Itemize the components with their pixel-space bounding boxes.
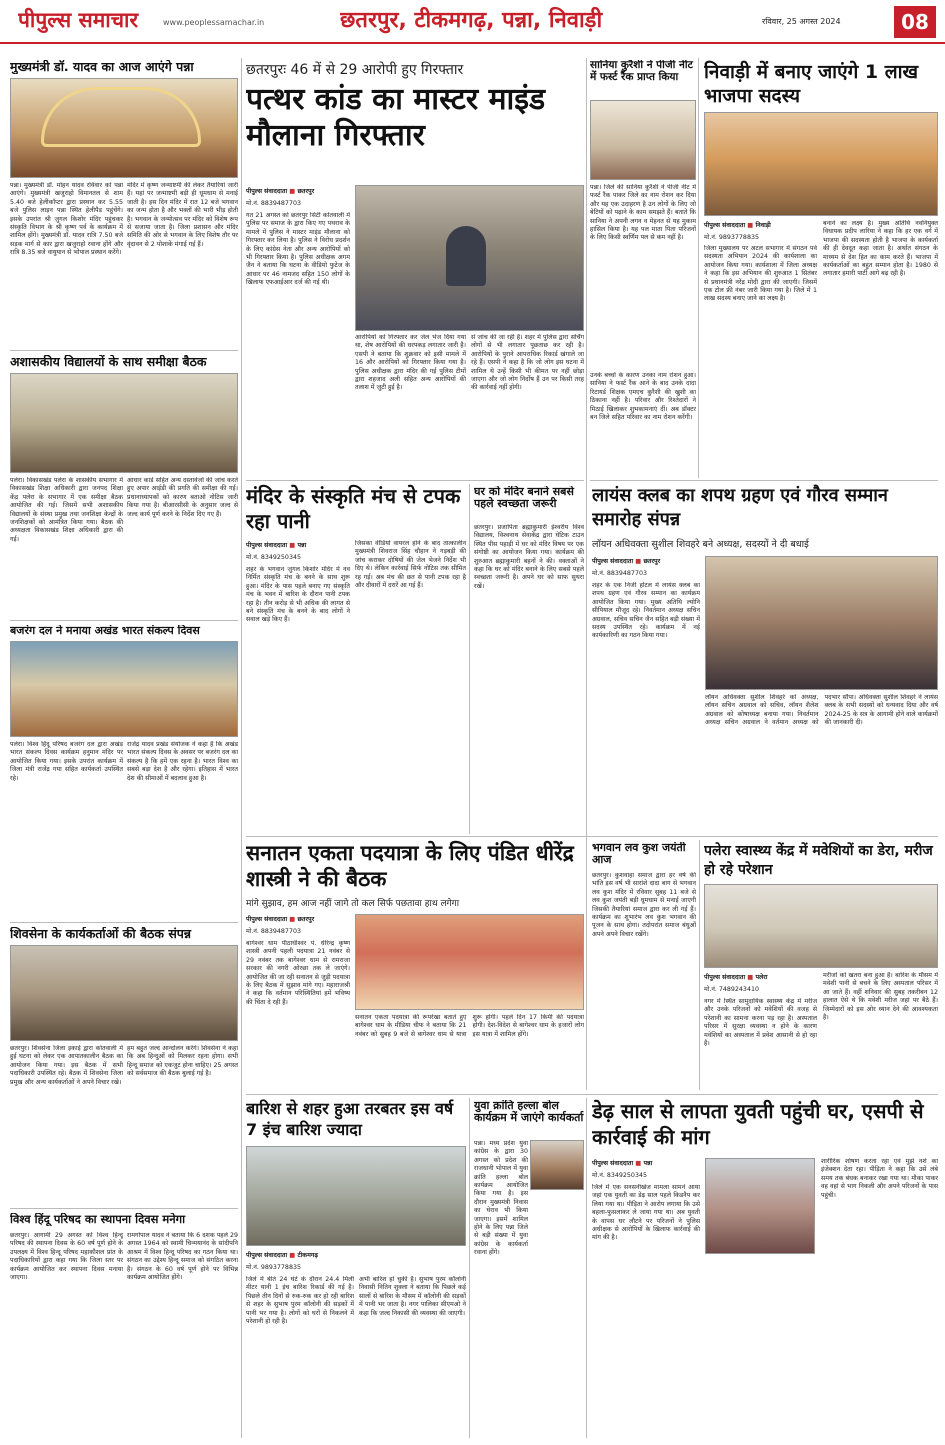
- mandir-manch-byline: पीपुल्स संवाददाता ■ पन्ना: [246, 542, 307, 549]
- mandir-manch-headline: मंदिर के संस्कृति मंच से टपक रहा पानी: [246, 484, 461, 533]
- barish-headline: बारिश से शहर हुआ तरबतर इस वर्ष 7 इंच बारिश ज्यादा: [246, 1099, 454, 1139]
- lapta-yuvati-byline: पीपुल्स संवाददाता ■ पन्ना: [592, 1160, 653, 1167]
- mandir-manch-mobile: मो.नं. 8349250345: [246, 554, 301, 561]
- lapta-yuvati-body: जिले में एक सनसनीखेज मामला सामने आया जहां एक युवती का डेढ़ साल पहले किडनैप कर लिया गया था। पीड़िता ने आरोप लगाया कि उसे बहला-फुसलाकर ले जाया गया था। अब युवती के वापस घर लौटने पर परिजनों ने पुलिस अधीक्षक से आरोपियों के खिलाफ कार्रवाई की मांग की है।: [592, 1184, 700, 1242]
- rule: [246, 480, 584, 481]
- lapta-yuvati-body-2: शारीरिक शोषण करता रहा एवं मुझे नशे का इंजेक्शन देता रहा। पीड़िता ने कहा कि उसे लंबे समय तक बंधक बनाकर रखा गया था। मौका पाकर वह वहां से भाग निकली और अपने परिजनों के पास पहुंची।: [821, 1158, 938, 1199]
- lions-club-headline: लायंस क्लब का शपथ ग्रहण एवं गौरव सम्मान समारोह संपन्न: [592, 485, 888, 530]
- shivsena-headline: शिवसेना के कार्यकर्ताओं की बैठक संपन्न: [10, 927, 192, 941]
- palera-health-byline: पीपुल्स संवाददाता ■ पलेरा: [704, 974, 768, 981]
- barish-body: जिले में बीते 24 घंटे के दौरान 24.4 मिली मीटर यानी 1 इंच बारिश रिकार्ड की गई है। पिछले तीन दिनों से रुक-रुक कर हो रही बारिश से शहर के सुभाष पुरम कॉलोनी की सड़कों में पानी भर गया है। लोगों को घरों से निकलने में परेशानी हो रही है।: [246, 1276, 354, 1326]
- lions-club-byline: पीपुल्स संवाददाता ■ छतरपुर: [592, 558, 661, 565]
- rule: [246, 1094, 938, 1095]
- pathar-kand-mobile: मो.नं. 8839487703: [246, 200, 301, 207]
- masthead: [0, 0, 945, 44]
- sania-body: पन्ना। जिले की सानिया कुरैशी ने पीजी नीट में फर्स्ट रैंक पाकर जिले का नाम रोशन कर दिया और यह एक उदाहरण है उन लोगों के लिए जो बेटियों को पढ़ाने के काम समझते हैं। बताते कि सानिया ने अपनी लगन व मेहनत से यह मुकाम हासिल किया है। यह पल माता पिता परिजनों के लिए किसी स्वर्णिम पल से कम नहीं है।: [590, 184, 696, 242]
- bajrang-dal-headline: बजरंग दल ने मनाया अखंड भारत संकल्प दिवस: [10, 625, 200, 637]
- mandir-manch-body: शहर के भगवान जुगल किशोर मंदिर में नव निर्मित संस्कृति मंच के बनने के साथ शुरू हुआ। मंदिर के पास पहले बनाए गए संस्कृति मंच के भवन में बारिश के दौरान पानी टपक रहा है। तीन करोड़ से भी अधिक की लागत से बने संस्कृति मंच के बनने के बाद लोगों ने सवाल खड़े किए हैं।: [246, 566, 350, 624]
- vhp-day-headline: विश्व हिंदू परिषद का स्थापना दिवस मनेगा: [10, 1213, 186, 1226]
- sanatan-byline: पीपुल्स संवाददाता ■ छतरपुर: [246, 916, 315, 923]
- sania-body-2: उनके बच्चों के कारण उनका नाम रोशन हुआ। सानिया ने फर्स्ट रैंक आने के बाद उनके दादा रिटायर्ड शिक्षक एमएच कुरैशी की खुशी का ठिकाना नहीं है। परिवार और रिश्तेदारों ने मिठाई खिलाकर शुभकामनाएं दीं। अब डॉक्टर बन जिले सहित परिवार का नाम रोशन करेंगी।: [590, 372, 696, 422]
- pathar-kand-body-2: आरोपियों को गिरफ्तार कर जेल भेज दिया गया था, शेष आरोपियों की धरपकड़ लगातार जारी है। एसपी ने बताया कि शुक्रवार को इसी मामले में 16 और आरोपियों को गिरफ्तार किया गया है। पुलिस अधीक्षक द्वारा मंदिर की गई पुलिस टीमों द्वारा शहजाद अली सहित अन्य आरोपियों की तलाश में जुटी हुई है।: [355, 334, 466, 392]
- pathar-kand-photo: [355, 185, 584, 331]
- rule: [469, 1098, 470, 1438]
- cm-visit-photo: [10, 78, 238, 178]
- rule: [698, 58, 699, 478]
- niwari-bjp-byline: पीपुल्स संवाददाता ■ निवाड़ी: [704, 222, 771, 229]
- kush-jayanti-body: छतरपुर। कुशवाहा समाज द्वारा हर वर्ष की भांति इस वर्ष भी सारांशे दादा बाग से भगवान लव कुश मंदिर में रविवार सुबह 11 बजे से लव कुश जयंती बड़ी धूमधाम से मनाई जाएगी जिसकी तैयारियां समाज द्वारा कर ली गई हैं। कार्यक्रम का शुभारंभ लव कुश भगवान की पूजन के साथ होगा। तदोपरांत समाज बंधुओं अपने अपने विचार रखेंगे।: [592, 872, 696, 938]
- sanatan-mobile: मो.नं. 8839487703: [246, 928, 301, 935]
- school-review-body: पलेरा। विकासखंड पलेरा के शासकीय सभागार में विकासखंड शिक्षा अधिकारी द्वारा जनपद शिक्षा केंद्र पलेरा के सभागार में एक समीक्षा बैठक आयोजित की गई। जिसमें सभी अशासकीय विद्यालयों के संस्था प्रमुख तथा जनशिक्षा केन्द्रों के जनशिक्षकों को आमंत्रित किया गया। बैठक की अध्यक्षता विकासखंड शिक्षा अधिकारी द्वारा की गई।: [10, 477, 123, 543]
- shivsena-photo: [10, 945, 238, 1041]
- palera-health-body-2: मरीजों को खतरा बना हुआ है। बारिश के मौसम में मवेशी पानी से बचने के लिए अस्पताल परिसर में आ जाते हैं। वहीं शनिवार की सुबह तकरीबन 12 हालात ऐसे थे कि मवेशी मरीज जहां पर बैठे हैं। जिम्मेदारों को इस ओर ध्यान देने की आवश्यकता है।: [823, 972, 938, 1022]
- yuva-kranti-photo: [530, 1140, 584, 1190]
- barish-mobile: मो.नं. 9893778835: [246, 1264, 301, 1271]
- page-number: 08: [894, 6, 936, 38]
- pathar-kand-kicker: छतरपुरः 46 में से 29 आरोपी हुए गिरफ्तार: [246, 62, 464, 78]
- rule: [10, 1208, 238, 1209]
- bajrang-dal-photo: [10, 641, 238, 737]
- barish-byline: पीपुल्स संवाददाता ■ टीकमगढ़: [246, 1252, 318, 1259]
- lapta-yuvati-mobile: मो.नं. 8349250345: [592, 1172, 647, 1179]
- cm-visit-body-2: मंदिर में कृष्ण जन्माष्टमी की लेकर तैयारियां जारी हैं। यहां पर जन्माष्टमी बड़ी ही धूमधाम से मनाई जाती है। इस दिन मंदिर में रात 12 बजे भगवान का जन्म होता है और भक्तों की भारी भीड़ होती है। भगवान के जन्मोत्सव पर मंदिर को विशेष रूप से सजाया जाता है। जिला प्रशासन और मंदिर समिति की ओर से भगवान के लिए विशेष तौर पर वृंदावन से 2 पोशाकें मंगाई गई हैं।: [127, 182, 238, 248]
- vhp-day-body: छतरपुर। आगामी 29 अगस्त को विश्व हिन्दू परिषद की स्थापना दिवस के 60 वर्ष पूर्ण होने के उपलक्ष्य में विश्व हिन्दू परिषद महाकौशल प्रांत के पदाधिकारियों द्वारा कहा गया कि जिला स्तर पर कार्यक्रम आयोजित कर स्थापना दिवस मनाया जाएगा।: [10, 1232, 123, 1282]
- niwari-bjp-mobile: मो.नं. 9893778835: [704, 234, 759, 241]
- sania-headline: सानिया कुरैशी ने पीजी नीट में फर्स्ट रैंक प्राप्त किया: [590, 60, 693, 83]
- school-review-photo: [10, 373, 238, 473]
- rule: [10, 620, 238, 621]
- brand-logo: पीपुल्स समाचार: [18, 8, 139, 32]
- rule: [586, 1098, 587, 1438]
- niwari-bjp-headline: निवाड़ी में बनाए जाएंगे 1 लाख भाजपा सदस्य: [704, 61, 919, 107]
- bajrang-dal-body: पलेरा। विश्व हिंदू परिषद बजरंग दल द्वारा अखंड भारत संकल्प दिवस कार्यक्रम हनुमान मंदिर पर आयोजित किया गया। इसके उपरांत कार्यक्रम में जिला मंत्री राजेंद्र गया सहित कार्यकर्ता उपस्थित रहे।: [10, 741, 123, 782]
- bajrang-dal-body-2: राजेंद्र यादव प्रखंड संयोजक ने कहा है कि अखंड भारत संकल्प दिवस के अवसर पर बजरंग दल का संकल्प है कि हमें एक रहना है। भारत विश्व का सबसे बड़ा देश है और रहेगा। इतिहास में भारत देश की सीमाओं में बदलाव हुआ है।: [127, 741, 238, 782]
- rule: [246, 836, 938, 837]
- palera-health-mobile: मो.नं. 7489243410: [704, 986, 759, 993]
- school-review-headline: अशासकीय विद्यालयों के साथ समीक्षा बैठक: [10, 355, 207, 369]
- yuva-kranti-headline: युवा क्रांति हल्ला बोल कार्यक्रम में जाएंगे कार्यकर्ता: [474, 1100, 584, 1125]
- cm-visit-body: पन्ना। मुख्यमंत्री डॉ. मोहन यादव रविवार को पन्ना आएंगे। मुख्यमंत्री खजुराहो विमानतल से शाम 5.40 बजे हेलीकॉप्टर द्वारा प्रस्थान कर 5.55 बजे पुलिस लाइन पन्ना स्थित हेलीपैड पहुंचेंगे। इसके उपरांत श्री जुगल किशोर मंदिर पहुंचकर संस्कृति विभाग के श्री कृष्ण पर्व के कार्यक्रम में शामिल होंगे। मुख्यमंत्री डॉ. यादव रात्रि 7.50 बजे सड़क मार्ग से कार द्वारा खजुराहो रवाना होंगे और रात्रि 8.35 बजे वायुयान से भोपाल प्रस्थान करेंगे।: [10, 182, 123, 257]
- rule: [586, 840, 587, 1090]
- pathar-kand-byline: पीपुल्स संवाददाता ■ छतरपुर: [246, 188, 315, 195]
- sania-photo: [590, 100, 696, 180]
- sanatan-subhead: मांगे सुझाव, हम आज नहीं जागे तो कल सिर्फ पछतावा हाथ लगेगा: [246, 899, 460, 909]
- region-title: छतरपुर, टीकमगढ़, पन्ना, निवाड़ी: [340, 8, 603, 33]
- ghar-mandir-headline: घर को मंदिर बनाने सबसे पहले स्वच्छता जरूरी: [474, 486, 574, 511]
- kush-jayanti-headline: भगवान लव कुश जयंती आज: [592, 842, 686, 867]
- rule: [10, 350, 238, 351]
- barish-body-2: अभी बारिश हो चुकी है। सुभाष पुरम कॉलोनी निवासी नितिन शुक्ला ने बताया कि पिछले कई सालों से बारिश के मौसम में कॉलोनी की सड़कों में पानी भर जाता है। नगर पालिका सीएमओ ने कहा कि जल्द निकासी की व्यवस्था की जाएगी।: [359, 1276, 466, 1317]
- shivsena-body: छतरपुर। शिवसेना जिला इकाई द्वारा कोतवाली में हुई घटना को लेकर एक आपातकालीन बैठक का आयोजन किया गया। इस बैठक में सभी पदाधिकारी उपस्थित रहे। बैठक में शिवसेना जिला प्रमुख और अन्य कार्यकर्ताओं ने अपने विचार रखे।: [10, 1045, 123, 1086]
- website-url[interactable]: www.peoplessamachar.in: [163, 18, 265, 27]
- vhp-day-body-2: रामगोपाल यादव ने बताया कि 6 दशक पहले 29 अगस्त 1964 को स्वामी चिन्मयानंद के सांदीपनि आश्रम में विश्व हिन्दू परिषद का गठन किया था। संगठन का उद्देश्य हिन्दू समाज को संगठित करना है। संगठन के 60 वर्ष पूर्ण होने पर विभिन्न कार्यक्रम आयोजित होंगे।: [127, 1232, 238, 1282]
- rule: [699, 840, 700, 1090]
- palera-health-photo: [704, 884, 938, 968]
- palera-health-headline: पलेरा स्वास्थ्य केंद्र में मवेशियों का डेरा, मरीज हो रहे परेशान: [704, 843, 933, 878]
- pathar-kand-headline: पत्थर कांड का मास्टर माइंड मौलाना गिरफ्तार: [246, 82, 546, 153]
- ghar-mandir-body: छतरपुर। प्रजापिता ब्रह्माकुमारी ईश्वरीय विश्व विद्यालय, विश्वनाथ सेवाकेंद्र द्वारा घेटिक टाउन स्थित पीस पहाड़ी में घर को मंदिर विषय पर एक संगोष्ठी का आयोजन किया गया। कार्यक्रम की शुरुआत ब्रह्माकुमारी बहनों ने की। वक्ताओं ने कहा कि घर को मंदिर बनाने के लिए सबसे पहले स्वच्छता जरूरी है। अपने घर को साफ सुथरा रखें।: [474, 524, 584, 590]
- niwari-bjp-body: जिला मुख्यालय पर अटल सभागार में संगठन पर्व सदस्यता अभियान 2024 की कार्यशाला का आयोजन किया गया। कार्यशाला में जिला अध्यक्ष ने कहा कि इस अभियान की शुरुआत 1 सितंबर से प्रधानमंत्री नरेंद्र मोदी द्वारा की जाएगी। जिसमें एक टोल फ्री नंबर जारी किया गया है। जिले में 1 लाख सदस्य बनाए जाने का लक्ष्य है।: [704, 245, 817, 303]
- rule: [469, 484, 470, 834]
- niwari-bjp-body-2: बनाने का लक्ष्य है। मुख्य अतिथि नवनियुक्त विधायक प्रदीप लारिया ने कहा कि हर एक वर्ग में भाजपा की सदस्यता होती है भाजपा के कार्यकर्ता की ही देवदूत कहा जाता है। अर्थात संगठन के माध्यम से देश हित का काम करते हैं। भाजपा में कार्यकर्ताओं का बहुत सम्मान होता है। 1980 से लगातार हमारी पार्टी आगे बढ़ रही है।: [823, 220, 938, 278]
- yuva-kranti-body: पन्ना। मध्य प्रदेश युवा कांग्रेस के द्वारा 30 अगस्त को प्रदेश की राजधानी भोपाल में युवा क्रांति हल्ला बोल कार्यक्रम आयोजित किया गया है। इस दौरान मुख्यमंत्री निवास का घेराव भी किया जाएगा। इसमें शामिल होने के लिए पन्ना जिले से बड़ी संख्या में युवा कांग्रेस के कार्यकर्ता रवाना होंगे।: [474, 1140, 528, 1257]
- sanatan-headline: सनातन एकता पदयात्रा के लिए पंडित धीरेंद्र शास्त्री ने की बैठक: [246, 841, 574, 891]
- lions-club-body: शहर के एक निजी होटल में लायंस क्लब का शपथ ग्रहण एवं गौरव सम्मान का कार्यक्रम आयोजित किया गया। मुख्य अतिथि ल्योनि सीपियाल मौजूद रहे। निवर्तमान अध्यक्ष सचिन अग्रवाल, सचिव सचिन जैन सहित बड़ी संख्या में सदस्य उपस्थित रहे। कार्यक्रम में नई कार्यकारिणी का गठन किया गया।: [592, 582, 700, 640]
- lions-club-photo: [705, 556, 938, 690]
- lions-club-mobile: मो.नं. 8839487703: [592, 570, 647, 577]
- barish-photo: [246, 1146, 466, 1246]
- shivsena-body-2: हम बहुत जल्द आन्दोलन करेंगे। शिवसेना ने कहा कि अब हिन्दुओं को मिलकर रहना होगा। सभी हिन्दू समाज को एकजुट होना चाहिए। 25 अगस्त को सर्वसमाज की बैठक बुलाई गई है।: [127, 1045, 238, 1078]
- rule: [586, 58, 587, 858]
- school-review-body-2: आधार कार्ड सहित अन्य दस्तावेजों की जांच करते हुए अपार आईडी की प्रगति की समीक्षा की गई। प्रधानाध्यापकों को कारण बताओ नोटिस जारी किया गया है। बीआरसीसी के अनुसार जल्द से जल्द कार्य पूर्ण करने के निर्देश दिए गए हैं।: [127, 477, 238, 518]
- sanatan-body: बागेश्वर धाम पीठाधीश्वर पं. धीरेन्द्र कृष्ण शास्त्री अपनी पहली पदयात्रा 21 नवंबर से 29 नवंबर तक बागेश्वर धाम से रामराजा सरकार की नगरी ओरछा तक ले जाएंगे। आयोजित की जा रही सनातन से जुड़ी पदयात्रा के लिए बैठक में सुझाव मांगे गए। महाराजश्री ने कहा कि वर्तमान परिस्थितियां हमें भविष्य की चिंता दे रही हैं।: [246, 940, 350, 1006]
- lions-club-body-2: लॉयन अधिवक्ता सुशील शिवहरे को अध्यक्ष, लॉयन सचिन अग्रवाल को सचिव, लॉयन शैलेश अग्रवाल को कोषाध्यक्ष बनाया गया। निवर्तमान अध्यक्ष सचिन अग्रवाल ने वर्तमान अध्यक्ष को पदभार सौंपा। अधिवक्ता सुशील शिवहरे ने लायंस क्लब के सभी सदस्यों को धन्यवाद दिया और वर्ष 2024-25 के सत्र के आगामी होने वाले कार्यक्रमों की जानकारी दी।: [705, 694, 938, 727]
- lapta-yuvati-headline: डेढ़ साल से लापता युवती पहुंची घर, एसपी से कार्रवाई की मांग: [592, 1099, 924, 1149]
- rule: [590, 480, 938, 481]
- pathar-kand-body-3: से जांच की जा रही है। शहर में पुलिस द्वारा सर्चिंग लोगों से भी लगातार पूछताछ कर रही है। आरोपियों के पुराने आपराधिक रिकार्ड खंगाले जा रहे हैं। एसपी ने कहा है कि जो लोग इस घटना में शामिल थे उन्हें किसी भी कीमत पर नहीं छोड़ा जाएगा और जो लोग निर्दोष हैं उन पर किसी तरह की कार्रवाई नहीं होगी।: [471, 334, 584, 392]
- mandir-manch-body-2: जिसका वीडियो वायरल होने के बाद तात्कालीन मुख्यमंत्री शिवराज सिंह चौहान ने गड़बड़ी की जांच कराकर दोषियों की जेल भेजने निर्देश भी दिए थे। लेकिन कार्रवाई सिर्फ नोटिस तक सीमित रह गई। अब मंच की छत से पानी टपक रहा है और दीवारों में दरारें आ गई हैं।: [355, 540, 466, 590]
- palera-health-body: नगर में स्थित सामुदायिक स्वास्थ्य केंद्र में मरीज और उनके परिजनों को मवेशियों की वजह से परेशानी का सामना करना पड़ रहा है। अस्पताल परिसर में सुरक्षा व्यवस्था न होने के कारण मवेशियों का अस्पताल में प्रवेश आसानी से हो रहा है।: [704, 998, 817, 1048]
- lions-club-subhead: लॉयन अधिवक्ता सुशील शिवहरे बने अध्यक्ष, सदस्यों ने दी बधाई: [592, 539, 809, 550]
- lapta-yuvati-photo: [705, 1158, 815, 1254]
- niwari-bjp-photo: [704, 112, 938, 216]
- rule: [241, 58, 242, 1438]
- edition-date: रविवार, 25 अगस्त 2024: [762, 17, 841, 26]
- sanatan-body-2: सनातन एकता पदयात्रा की रूपरेखा बताते हुए बागेश्वर धाम के मीडिया चीफ ने बताया कि 21 नवंबर को सुबह 9 बजे से बागेश्वर धाम से यात्रा शुरू होगी। पहले दिन 17 किमी की पदयात्रा होगी। देश-विदेश से बागेश्वर धाम के हजारों लोग इस यात्रा में शामिल होंगे।: [355, 1014, 584, 1038]
- cm-visit-headline: मुख्यमंत्री डॉ. यादव का आज आएंगे पन्ना: [10, 60, 194, 74]
- sanatan-photo: [355, 914, 584, 1010]
- rule: [10, 922, 238, 923]
- pathar-kand-body: गत 21 अगस्त को छतरपुर सिटी कोतवाली में पुलिस पर समाज के द्वारा किए गए पथराव के मामले में पुलिस ने मास्टर माइंड मौलाना को गिरफ्तार कर लिया है। पुलिस ने विरोध प्रदर्शन के लिए कांग्रेस नेता और अन्य आरोपियों को भी गिरफ्तार किया है। पुलिस अधीक्षक अगम जैन ने बताया कि घटना के वीडियो फुटेज के आधार पर 46 नामजद सहित 150 लोगों के खिलाफ एफआईआर दर्ज की गई थी।: [246, 212, 350, 287]
